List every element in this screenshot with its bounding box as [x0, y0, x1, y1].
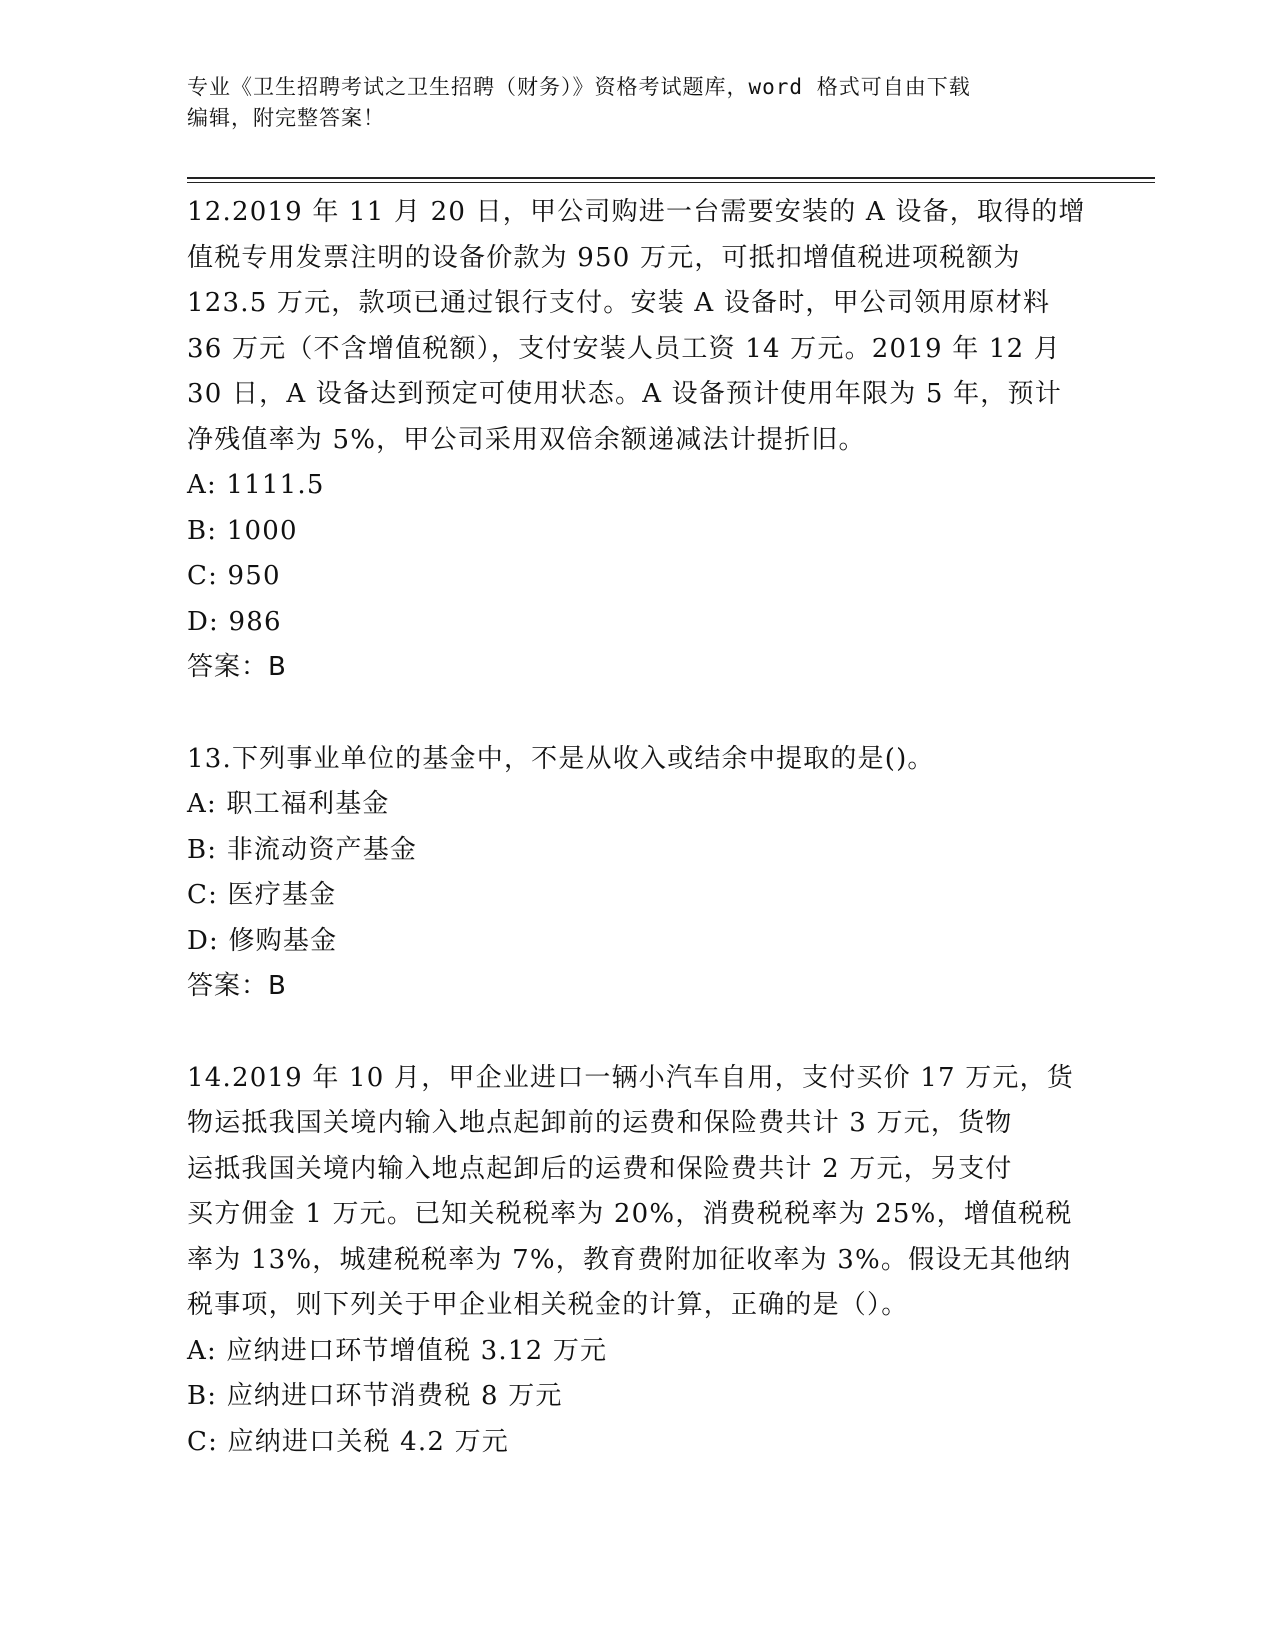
option-d: D: 986	[187, 606, 282, 637]
option-c: C: 医疗基金	[187, 880, 337, 910]
question-12	[187, 190, 1087, 691]
option-a: A: 职工福利基金	[187, 789, 390, 819]
question-line: 税事项，则下列关于甲企业相关税金的计算，正确的是（）。	[187, 1290, 909, 1320]
question-line: 运抵我国关境内输入地点起卸后的运费和保险费共计 2 万元，另支付	[187, 1153, 1013, 1184]
question-list	[187, 190, 1087, 1465]
question-line: 12.2019 年 11 月 20 日，甲公司购进一台需要安装的 A 设备，取得的增	[187, 197, 1086, 227]
question-line: 率为 13%，城建税税率为 7%，教育费附加征收率为 3%。假设无其他纳	[187, 1244, 1072, 1275]
answer-label: 答案：B	[187, 971, 287, 1001]
question-spacer	[187, 691, 1087, 737]
header-line-2: 编辑，附完整答案！	[187, 106, 385, 130]
answer-label: 答案：B	[187, 652, 287, 682]
question-text	[187, 737, 1087, 783]
question-line: 物运抵我国关境内输入地点起卸前的运费和保险费共计 3 万元，货物	[187, 1108, 1013, 1138]
question-line: 14.2019 年 10 月，甲企业进口一辆小汽车自用，支付买价 17 万元，货	[187, 1062, 1075, 1093]
header-rule-thin	[187, 182, 1155, 183]
header-rule-thick	[187, 177, 1155, 179]
option-b: B: 1000	[187, 515, 298, 546]
question-13	[187, 737, 1087, 1010]
question-line: 净残值率为 5%，甲公司采用双倍余额递减法计提折旧。	[187, 424, 866, 455]
question-line: 13.下列事业单位的基金中，不是从收入或结余中提取的是()。	[187, 743, 935, 774]
option-b: B: 非流动资产基金	[187, 834, 418, 865]
question-line: 30 日，A 设备达到预定可使用状态。A 设备预计使用年限为 5 年，预计	[187, 379, 1062, 409]
question-line: 买方佣金 1 万元。已知关税税率为 20%，消费税税率为 25%，增值税税	[187, 1199, 1073, 1229]
question-text	[187, 1056, 1087, 1329]
document-header	[187, 72, 1087, 134]
question-line: 值税专用发票注明的设备价款为 950 万元，可抵扣增值税进项税额为	[187, 242, 1021, 273]
header-line-1: 专业《卫生招聘考试之卫生招聘（财务）》资格考试题库，word 格式可自由下载	[187, 75, 971, 99]
question-spacer	[187, 1010, 1087, 1056]
question-line: 123.5 万元，款项已通过银行支付。安装 A 设备时，甲公司领用原材料	[187, 288, 1051, 318]
question-text	[187, 190, 1087, 463]
option-c: C: 950	[187, 561, 281, 591]
question-line: 36 万元（不含增值税额），支付安装人员工资 14 万元。2019 年 12 月	[187, 333, 1062, 364]
option-b: B: 应纳进口环节消费税 8 万元	[187, 1381, 563, 1411]
question-14	[187, 1056, 1087, 1466]
option-d: D: 修购基金	[187, 925, 338, 956]
option-a: A: 1111.5	[187, 470, 325, 500]
option-a: A: 应纳进口环节增值税 3.12 万元	[187, 1335, 608, 1366]
option-c: C: 应纳进口关税 4.2 万元	[187, 1426, 509, 1457]
